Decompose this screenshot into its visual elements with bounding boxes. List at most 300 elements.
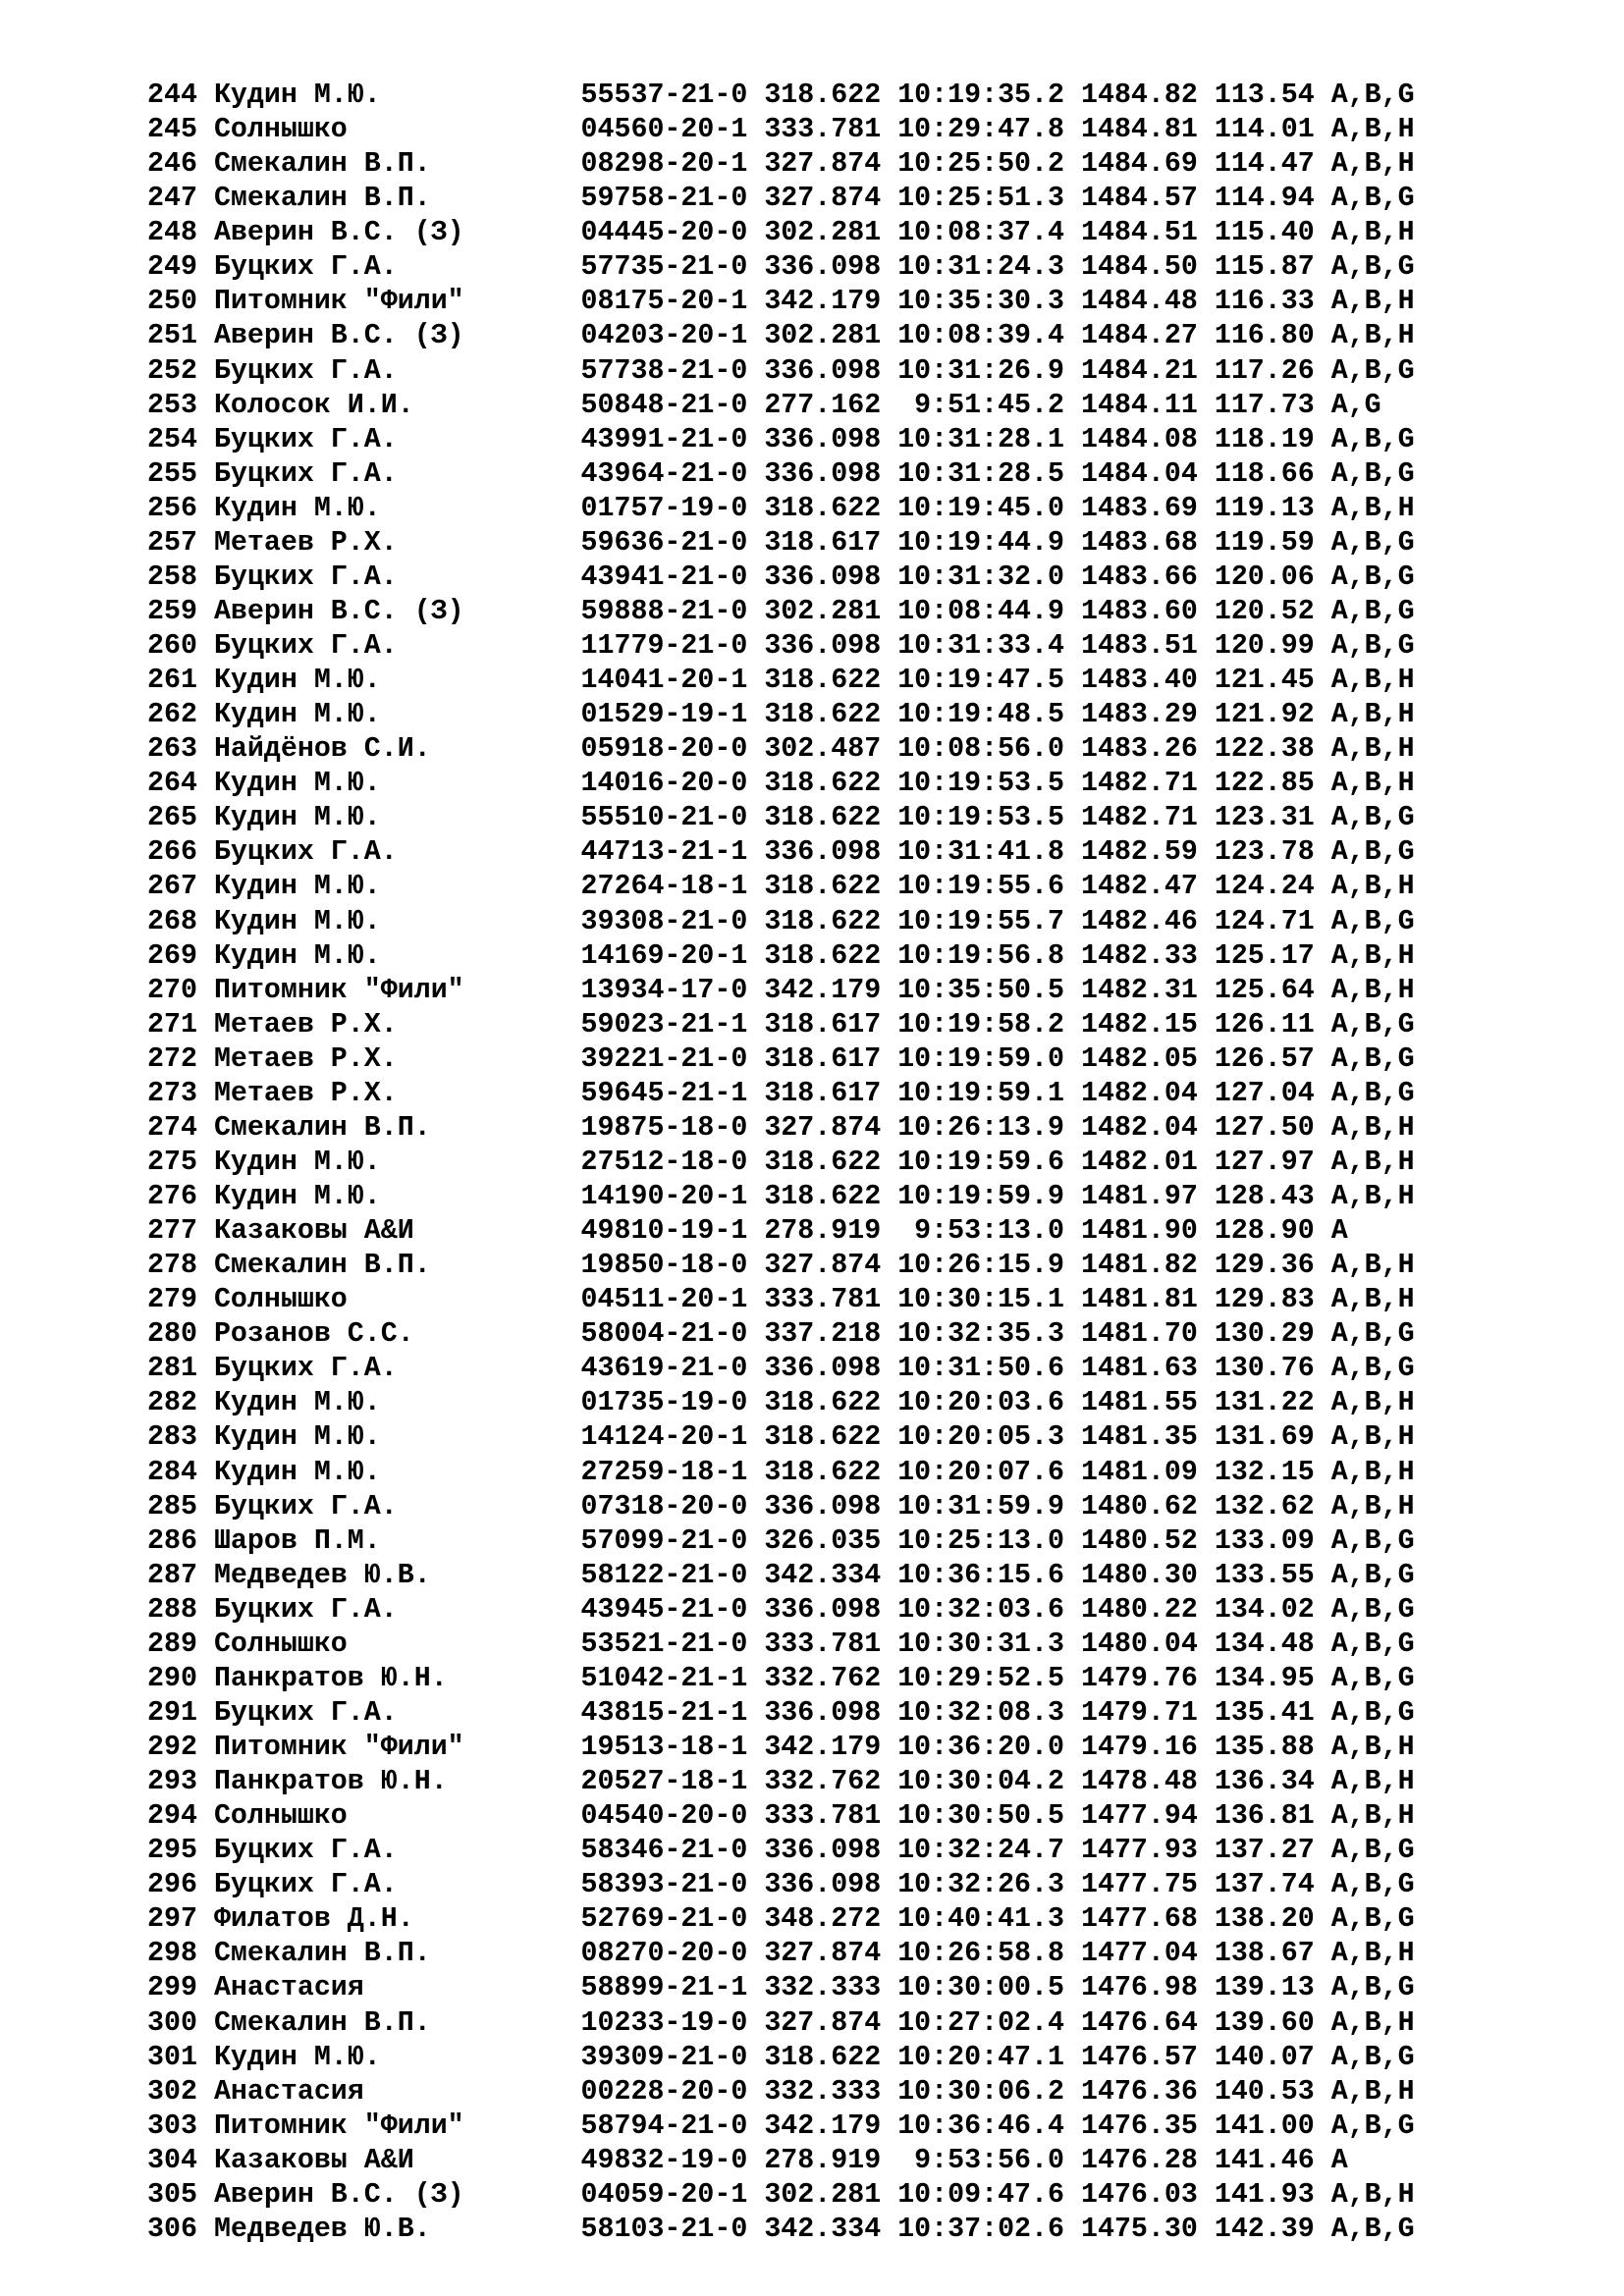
cell-ring: 01757-19-0 xyxy=(580,492,765,524)
cell-speed: 1481.90 xyxy=(1080,1215,1215,1248)
cell-distance: 336.098 xyxy=(764,1490,898,1522)
cell-distance: 318.622 xyxy=(764,1456,898,1488)
cell-time: 10:29:52.5 xyxy=(897,1662,1081,1694)
cell-points: 135.41 xyxy=(1214,1696,1331,1729)
cell-name: Буцких Г.А. xyxy=(213,630,581,662)
cell-speed: 1482.71 xyxy=(1080,768,1215,800)
table-row xyxy=(147,1765,1415,1799)
table-row xyxy=(147,1868,1415,1902)
cell-speed: 1483.69 xyxy=(1080,492,1215,524)
cell-distance: 327.874 xyxy=(764,1250,898,1282)
cell-speed: 1482.04 xyxy=(1080,1111,1215,1144)
cell-speed: 1483.26 xyxy=(1080,733,1215,766)
cell-rank: 257 xyxy=(147,526,214,559)
cell-speed: 1483.40 xyxy=(1080,665,1215,697)
cell-time: 9:53:13.0 xyxy=(897,1215,1081,1248)
cell-points: 129.83 xyxy=(1214,1284,1331,1316)
cell-points: 118.66 xyxy=(1214,457,1331,490)
cell-ring: 08270-20-0 xyxy=(580,1938,765,1970)
table-row xyxy=(147,250,1415,285)
cell-name: Филатов Д.Н. xyxy=(213,1903,581,1936)
cell-points: 123.31 xyxy=(1214,802,1331,834)
cell-distance: 336.098 xyxy=(764,1593,898,1626)
cell-name: Кудин М.Ю. xyxy=(213,1181,581,1212)
cell-points: 139.60 xyxy=(1214,2006,1331,2039)
cell-speed: 1482.33 xyxy=(1080,939,1215,972)
cell-name: Буцких Г.А. xyxy=(213,1353,581,1385)
cell-points: 132.62 xyxy=(1214,1490,1331,1522)
cell-time: 10:30:04.2 xyxy=(897,1766,1081,1798)
cell-flags: A,B,H xyxy=(1330,699,1415,731)
cell-distance: 333.781 xyxy=(764,1800,898,1833)
cell-time: 10:19:44.9 xyxy=(897,526,1081,559)
cell-flags: A,B,H xyxy=(1330,114,1415,146)
cell-rank: 266 xyxy=(147,836,214,869)
cell-time: 10:32:35.3 xyxy=(897,1318,1081,1351)
cell-points: 113.54 xyxy=(1214,80,1331,111)
cell-ring: 04511-20-1 xyxy=(580,1284,765,1316)
table-row xyxy=(147,698,1415,732)
table-row xyxy=(147,1420,1415,1455)
cell-ring: 58103-21-0 xyxy=(580,2213,765,2245)
cell-time: 10:26:15.9 xyxy=(897,1250,1081,1282)
cell-time: 10:26:13.9 xyxy=(897,1111,1081,1144)
cell-flags: A,B,H xyxy=(1330,1146,1415,1178)
cell-name: Смекалин В.П. xyxy=(213,183,581,215)
cell-flags: A,B,H xyxy=(1330,2075,1415,2108)
cell-flags: A,B,G xyxy=(1330,1593,1415,1626)
cell-points: 125.64 xyxy=(1214,974,1331,1006)
cell-flags: A,B,G xyxy=(1330,561,1415,593)
cell-distance: 318.622 xyxy=(764,699,898,731)
cell-name: Смекалин В.П. xyxy=(213,148,581,181)
cell-time: 10:36:46.4 xyxy=(897,2109,1081,2142)
cell-points: 137.74 xyxy=(1214,1869,1331,1901)
cell-distance: 336.098 xyxy=(764,354,898,387)
cell-name: Питомник "Фили" xyxy=(213,974,581,1006)
cell-name: Найдёнов С.И. xyxy=(213,733,581,766)
cell-name: Кудин М.Ю. xyxy=(213,871,581,903)
table-row xyxy=(147,1077,1415,1111)
cell-distance: 336.098 xyxy=(764,630,898,662)
cell-speed: 1484.48 xyxy=(1080,286,1215,318)
cell-ring: 39221-21-0 xyxy=(580,1042,765,1075)
table-row xyxy=(147,801,1415,835)
cell-ring: 20527-18-1 xyxy=(580,1766,765,1798)
cell-points: 124.71 xyxy=(1214,905,1331,937)
cell-flags: A,B,G xyxy=(1330,595,1415,627)
cell-name: Питомник "Фили" xyxy=(213,286,581,318)
table-row xyxy=(147,767,1415,801)
cell-points: 132.15 xyxy=(1214,1456,1331,1488)
cell-points: 141.46 xyxy=(1214,2144,1331,2176)
cell-flags: A,B,H xyxy=(1330,1387,1415,1419)
cell-points: 136.81 xyxy=(1214,1800,1331,1833)
cell-distance: 337.218 xyxy=(764,1318,898,1351)
cell-points: 116.80 xyxy=(1214,320,1331,352)
cell-points: 134.02 xyxy=(1214,1593,1331,1626)
cell-rank: 295 xyxy=(147,1835,214,1867)
cell-distance: 336.098 xyxy=(764,1835,898,1867)
table-row xyxy=(147,629,1415,664)
cell-points: 133.55 xyxy=(1214,1559,1331,1591)
cell-distance: 318.617 xyxy=(764,526,898,559)
cell-name: Кудин М.Ю. xyxy=(213,1421,581,1454)
cell-points: 142.39 xyxy=(1214,2213,1331,2245)
cell-distance: 333.781 xyxy=(764,114,898,146)
cell-ring: 19850-18-0 xyxy=(580,1250,765,1282)
cell-time: 9:51:45.2 xyxy=(897,389,1081,421)
cell-name: Буцких Г.А. xyxy=(213,836,581,869)
cell-distance: 336.098 xyxy=(764,251,898,284)
cell-name: Смекалин В.П. xyxy=(213,1250,581,1282)
cell-flags: A,B,G xyxy=(1330,1318,1415,1351)
cell-time: 10:26:58.8 xyxy=(897,1938,1081,1970)
cell-speed: 1484.04 xyxy=(1080,457,1215,490)
cell-distance: 342.179 xyxy=(764,286,898,318)
cell-flags: A,B,H xyxy=(1330,1732,1415,1763)
cell-name: Смекалин В.П. xyxy=(213,1111,581,1144)
cell-points: 118.19 xyxy=(1214,423,1331,455)
cell-speed: 1483.29 xyxy=(1080,699,1215,731)
cell-name: Анастасия xyxy=(213,2075,581,2108)
cell-ring: 05918-20-0 xyxy=(580,733,765,766)
cell-distance: 302.281 xyxy=(764,217,898,249)
cell-distance: 332.762 xyxy=(764,1766,898,1798)
cell-ring: 04560-20-1 xyxy=(580,114,765,146)
cell-flags: A,B,G xyxy=(1330,2041,1415,2073)
cell-name: Метаев Р.Х. xyxy=(213,1008,581,1041)
cell-ring: 04059-20-1 xyxy=(580,2178,765,2211)
cell-rank: 262 xyxy=(147,699,214,731)
cell-distance: 318.617 xyxy=(764,1008,898,1041)
table-row xyxy=(147,113,1415,147)
cell-points: 120.06 xyxy=(1214,561,1331,593)
cell-speed: 1480.30 xyxy=(1080,1559,1215,1591)
table-row xyxy=(147,1696,1415,1731)
cell-rank: 251 xyxy=(147,320,214,352)
cell-rank: 259 xyxy=(147,595,214,627)
cell-speed: 1482.47 xyxy=(1080,871,1215,903)
table-row xyxy=(147,1834,1415,1868)
cell-flags: A,G xyxy=(1330,389,1381,421)
cell-rank: 256 xyxy=(147,492,214,524)
table-row xyxy=(147,1662,1415,1696)
cell-points: 120.99 xyxy=(1214,630,1331,662)
cell-ring: 51042-21-1 xyxy=(580,1662,765,1694)
cell-distance: 318.617 xyxy=(764,1077,898,1109)
cell-ring: 58899-21-1 xyxy=(580,1972,765,2004)
cell-time: 10:08:39.4 xyxy=(897,320,1081,352)
cell-time: 10:32:03.6 xyxy=(897,1593,1081,1626)
cell-points: 127.50 xyxy=(1214,1111,1331,1144)
cell-ring: 57099-21-0 xyxy=(580,1524,765,1557)
cell-time: 10:20:47.1 xyxy=(897,2041,1081,2073)
cell-speed: 1476.28 xyxy=(1080,2144,1215,2176)
cell-name: Аверин В.С. (З) xyxy=(213,2178,581,2211)
cell-time: 9:53:56.0 xyxy=(897,2144,1081,2176)
cell-distance: 342.179 xyxy=(764,1732,898,1763)
cell-ring: 14169-20-1 xyxy=(580,939,765,972)
cell-distance: 326.035 xyxy=(764,1524,898,1557)
cell-distance: 318.622 xyxy=(764,665,898,697)
table-row xyxy=(147,595,1415,629)
cell-speed: 1477.04 xyxy=(1080,1938,1215,1970)
cell-rank: 281 xyxy=(147,1353,214,1385)
table-row xyxy=(147,147,1415,182)
table-row xyxy=(147,1490,1415,1524)
cell-points: 128.90 xyxy=(1214,1215,1331,1248)
cell-points: 127.97 xyxy=(1214,1146,1331,1178)
cell-time: 10:19:56.8 xyxy=(897,939,1081,972)
cell-time: 10:08:44.9 xyxy=(897,595,1081,627)
cell-speed: 1482.05 xyxy=(1080,1042,1215,1075)
cell-rank: 298 xyxy=(147,1938,214,1970)
cell-time: 10:31:26.9 xyxy=(897,354,1081,387)
cell-distance: 318.622 xyxy=(764,939,898,972)
cell-ring: 58794-21-0 xyxy=(580,2109,765,2142)
cell-rank: 270 xyxy=(147,974,214,1006)
cell-distance: 318.622 xyxy=(764,768,898,800)
cell-distance: 348.272 xyxy=(764,1903,898,1936)
cell-name: Кудин М.Ю. xyxy=(213,905,581,937)
table-row xyxy=(147,2213,1415,2247)
cell-name: Казаковы А&И xyxy=(213,2144,581,2176)
cell-speed: 1477.68 xyxy=(1080,1903,1215,1936)
cell-speed: 1479.16 xyxy=(1080,1732,1215,1763)
cell-flags: A,B,H xyxy=(1330,320,1415,352)
cell-rank: 284 xyxy=(147,1456,214,1488)
cell-rank: 283 xyxy=(147,1421,214,1454)
cell-name: Аверин В.С. (З) xyxy=(213,217,581,249)
table-row xyxy=(147,1559,1415,1593)
cell-speed: 1480.52 xyxy=(1080,1524,1215,1557)
table-row xyxy=(147,354,1415,389)
cell-distance: 302.281 xyxy=(764,595,898,627)
cell-points: 140.53 xyxy=(1214,2075,1331,2108)
cell-speed: 1476.64 xyxy=(1080,2006,1215,2039)
cell-name: Буцких Г.А. xyxy=(213,1593,581,1626)
cell-speed: 1482.04 xyxy=(1080,1077,1215,1109)
cell-time: 10:19:58.2 xyxy=(897,1008,1081,1041)
cell-points: 139.13 xyxy=(1214,1972,1331,2004)
cell-name: Розанов С.С. xyxy=(213,1318,581,1351)
cell-rank: 260 xyxy=(147,630,214,662)
cell-ring: 00228-20-0 xyxy=(580,2075,765,2108)
cell-flags: A,B,G xyxy=(1330,1835,1415,1867)
cell-time: 10:30:50.5 xyxy=(897,1800,1081,1833)
cell-time: 10:31:33.4 xyxy=(897,630,1081,662)
cell-flags: A,B,G xyxy=(1330,423,1415,455)
table-row xyxy=(147,835,1415,870)
cell-speed: 1484.27 xyxy=(1080,320,1215,352)
table-row xyxy=(147,732,1415,767)
cell-ring: 43619-21-0 xyxy=(580,1353,765,1385)
cell-distance: 342.334 xyxy=(764,1559,898,1591)
cell-speed: 1477.94 xyxy=(1080,1800,1215,1833)
cell-distance: 302.281 xyxy=(764,320,898,352)
cell-speed: 1476.03 xyxy=(1080,2178,1215,2211)
cell-distance: 332.333 xyxy=(764,2075,898,2108)
cell-name: Кудин М.Ю. xyxy=(213,1456,581,1488)
cell-flags: A,B,G xyxy=(1330,1696,1415,1729)
cell-ring: 27259-18-1 xyxy=(580,1456,765,1488)
cell-points: 122.38 xyxy=(1214,733,1331,766)
cell-ring: 01529-19-1 xyxy=(580,699,765,731)
cell-ring: 04203-20-1 xyxy=(580,320,765,352)
cell-flags: A,B,G xyxy=(1330,457,1415,490)
cell-name: Солнышко xyxy=(213,114,581,146)
cell-points: 130.76 xyxy=(1214,1353,1331,1385)
table-row xyxy=(147,285,1415,319)
cell-time: 10:25:50.2 xyxy=(897,148,1081,181)
table-row xyxy=(147,939,1415,974)
cell-time: 10:08:37.4 xyxy=(897,217,1081,249)
cell-name: Питомник "Фили" xyxy=(213,2109,581,2142)
cell-name: Кудин М.Ю. xyxy=(213,1387,581,1419)
cell-name: Кудин М.Ю. xyxy=(213,80,581,111)
cell-flags: A,B,H xyxy=(1330,1421,1415,1454)
cell-name: Анастасия xyxy=(213,1972,581,2004)
table-row xyxy=(147,1386,1415,1420)
cell-distance: 333.781 xyxy=(764,1628,898,1660)
cell-speed: 1480.22 xyxy=(1080,1593,1215,1626)
cell-distance: 327.874 xyxy=(764,183,898,215)
cell-flags: A,B,G xyxy=(1330,1042,1415,1075)
cell-points: 141.00 xyxy=(1214,2109,1331,2142)
cell-ring: 19513-18-1 xyxy=(580,1732,765,1763)
cell-rank: 254 xyxy=(147,423,214,455)
table-row xyxy=(147,1628,1415,1662)
cell-time: 10:29:47.8 xyxy=(897,114,1081,146)
cell-points: 115.40 xyxy=(1214,217,1331,249)
cell-time: 10:19:55.6 xyxy=(897,871,1081,903)
table-row xyxy=(147,1352,1415,1386)
cell-speed: 1481.35 xyxy=(1080,1421,1215,1454)
cell-speed: 1481.97 xyxy=(1080,1181,1215,1212)
cell-flags: A,B,G xyxy=(1330,183,1415,215)
cell-flags: A,B,G xyxy=(1330,2213,1415,2245)
cell-distance: 327.874 xyxy=(764,148,898,181)
cell-time: 10:31:28.5 xyxy=(897,457,1081,490)
cell-rank: 263 xyxy=(147,733,214,766)
cell-time: 10:09:47.6 xyxy=(897,2178,1081,2211)
cell-rank: 244 xyxy=(147,80,214,111)
cell-points: 121.92 xyxy=(1214,699,1331,731)
table-row xyxy=(147,319,1415,353)
cell-points: 136.34 xyxy=(1214,1766,1331,1798)
table-row xyxy=(147,1902,1415,1937)
cell-distance: 278.919 xyxy=(764,1215,898,1248)
table-row xyxy=(147,561,1415,595)
cell-rank: 303 xyxy=(147,2109,214,2142)
cell-flags: A,B,H xyxy=(1330,939,1415,972)
cell-name: Кудин М.Ю. xyxy=(213,492,581,524)
table-row xyxy=(147,870,1415,904)
cell-flags: A xyxy=(1330,2144,1348,2176)
cell-rank: 265 xyxy=(147,802,214,834)
cell-distance: 336.098 xyxy=(764,423,898,455)
cell-flags: A,B,H xyxy=(1330,733,1415,766)
cell-name: Колосок И.И. xyxy=(213,389,581,421)
cell-name: Буцких Г.А. xyxy=(213,251,581,284)
cell-distance: 327.874 xyxy=(764,1111,898,1144)
cell-name: Кудин М.Ю. xyxy=(213,699,581,731)
cell-flags: A,B,H xyxy=(1330,1111,1415,1144)
cell-speed: 1484.81 xyxy=(1080,114,1215,146)
cell-rank: 297 xyxy=(147,1903,214,1936)
cell-time: 10:30:31.3 xyxy=(897,1628,1081,1660)
cell-flags: A,B,G xyxy=(1330,1972,1415,2004)
cell-name: Казаковы А&И xyxy=(213,1215,581,1248)
cell-time: 10:31:41.8 xyxy=(897,836,1081,869)
table-row xyxy=(147,2006,1415,2041)
cell-rank: 292 xyxy=(147,1732,214,1763)
cell-distance: 336.098 xyxy=(764,561,898,593)
cell-time: 10:20:05.3 xyxy=(897,1421,1081,1454)
cell-distance: 342.179 xyxy=(764,974,898,1006)
cell-ring: 50848-21-0 xyxy=(580,389,765,421)
cell-distance: 318.617 xyxy=(764,1042,898,1075)
cell-rank: 278 xyxy=(147,1250,214,1282)
cell-ring: 43991-21-0 xyxy=(580,423,765,455)
cell-rank: 264 xyxy=(147,768,214,800)
table-row xyxy=(147,1146,1415,1180)
cell-distance: 318.622 xyxy=(764,492,898,524)
cell-flags: A,B,G xyxy=(1330,1524,1415,1557)
cell-ring: 53521-21-0 xyxy=(580,1628,765,1660)
cell-distance: 336.098 xyxy=(764,1696,898,1729)
cell-rank: 269 xyxy=(147,939,214,972)
cell-flags: A,B,H xyxy=(1330,2178,1415,2211)
cell-distance: 318.622 xyxy=(764,2041,898,2073)
cell-rank: 294 xyxy=(147,1800,214,1833)
cell-points: 124.24 xyxy=(1214,871,1331,903)
cell-speed: 1484.57 xyxy=(1080,183,1215,215)
cell-points: 121.45 xyxy=(1214,665,1331,697)
table-row xyxy=(147,526,1415,561)
cell-rank: 246 xyxy=(147,148,214,181)
cell-distance: 327.874 xyxy=(764,1938,898,1970)
cell-rank: 272 xyxy=(147,1042,214,1075)
cell-ring: 43945-21-0 xyxy=(580,1593,765,1626)
cell-rank: 296 xyxy=(147,1869,214,1901)
cell-speed: 1483.51 xyxy=(1080,630,1215,662)
cell-points: 130.29 xyxy=(1214,1318,1331,1351)
cell-speed: 1482.31 xyxy=(1080,974,1215,1006)
cell-time: 10:19:59.6 xyxy=(897,1146,1081,1178)
cell-speed: 1484.82 xyxy=(1080,80,1215,111)
cell-ring: 58346-21-0 xyxy=(580,1835,765,1867)
cell-distance: 302.487 xyxy=(764,733,898,766)
cell-rank: 268 xyxy=(147,905,214,937)
cell-distance: 336.098 xyxy=(764,836,898,869)
cell-ring: 49810-19-1 xyxy=(580,1215,765,1248)
cell-speed: 1483.60 xyxy=(1080,595,1215,627)
cell-flags: A,B,G xyxy=(1330,1662,1415,1694)
cell-flags: A,B,G xyxy=(1330,2109,1415,2142)
cell-flags: A,B,G xyxy=(1330,251,1415,284)
table-row xyxy=(147,182,1415,216)
cell-ring: 39308-21-0 xyxy=(580,905,765,937)
cell-name: Смекалин В.П. xyxy=(213,2006,581,2039)
cell-name: Панкратов Ю.Н. xyxy=(213,1766,581,1798)
cell-flags: A,B,G xyxy=(1330,836,1415,869)
cell-name: Панкратов Ю.Н. xyxy=(213,1662,581,1694)
cell-speed: 1480.04 xyxy=(1080,1628,1215,1660)
cell-time: 10:08:56.0 xyxy=(897,733,1081,766)
cell-time: 10:19:59.0 xyxy=(897,1042,1081,1075)
